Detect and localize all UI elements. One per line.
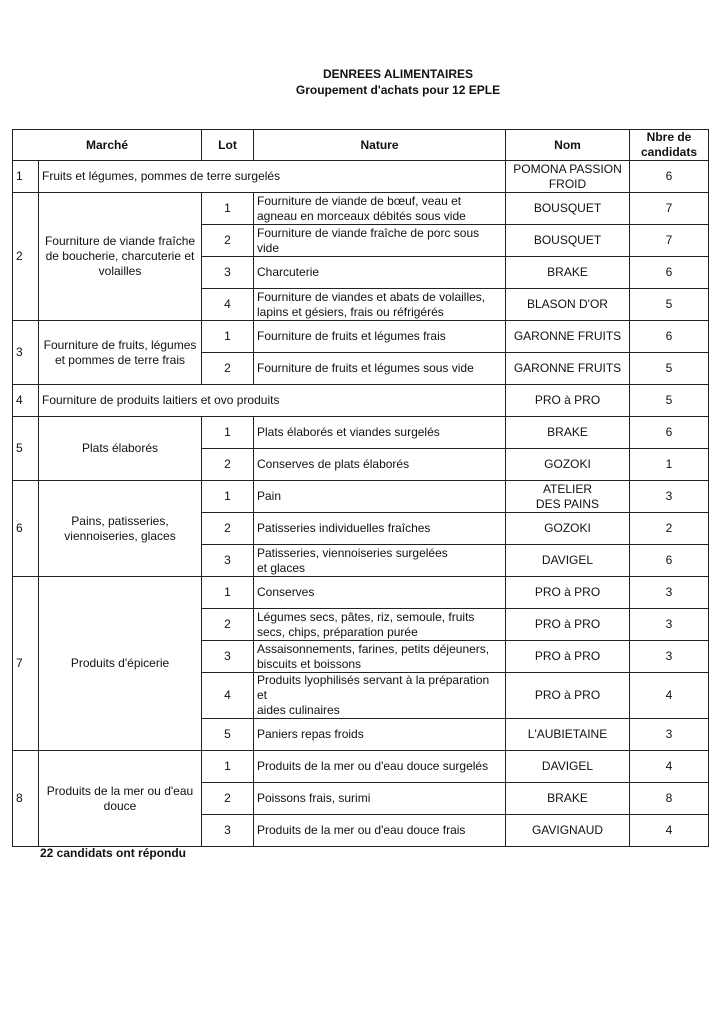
candidates-summary: 22 candidats ont répondu — [40, 846, 187, 860]
supplier-name: BOUSQUET — [506, 225, 630, 257]
results-table — [12, 129, 709, 847]
lot-nature-line2: lapins et gésiers, frais ou réfrigérés — [257, 304, 444, 319]
lot-nature-line1: Fourniture de viandes et abats de volailles, — [257, 289, 486, 304]
supplier-name: PRO à PRO — [506, 577, 630, 609]
supplier-name: BRAKE — [506, 783, 630, 815]
lot-number: 2 — [202, 449, 254, 481]
lot-number: 2 — [202, 513, 254, 545]
lot-nature-line1: Patisseries, viennoiseries surgelées — [257, 545, 448, 560]
lot-number: 1 — [202, 193, 254, 225]
market-number: 2 — [13, 193, 39, 321]
market-number: 4 — [13, 385, 39, 417]
lot-nature-line2: secs, chips, préparation purée — [257, 624, 418, 639]
supplier-name-line2: DES PAINS — [535, 496, 600, 511]
lot-nature: Conserves — [254, 577, 506, 609]
lot-number: 1 — [202, 321, 254, 353]
lot-number: 3 — [202, 641, 254, 673]
candidate-count: 1 — [630, 449, 709, 481]
lot-number: 3 — [202, 545, 254, 577]
market-number: 8 — [13, 751, 39, 847]
lot-nature: Fourniture de fruits et légumes frais — [254, 321, 506, 353]
market-label-line1: Fourniture de fruits, légumes — [43, 337, 197, 352]
candidate-count: 3 — [630, 641, 709, 673]
market-number: 3 — [13, 321, 39, 385]
header-row — [13, 130, 709, 161]
lot-number: 1 — [202, 417, 254, 449]
col-header-marche: Marché — [13, 130, 202, 161]
supplier-name: BRAKE — [506, 417, 630, 449]
market-number: 5 — [13, 417, 39, 481]
candidate-count: 5 — [630, 289, 709, 321]
table-row — [13, 481, 709, 513]
lot-nature: Fourniture de fruits et légumes sous vide — [254, 353, 506, 385]
market-label-line3: volailles — [98, 264, 142, 278]
supplier-name: PRO à PRO — [506, 641, 630, 673]
lot-nature-line2: agneau en morceaux débités sous vide — [257, 208, 466, 223]
lot-nature: Pain — [254, 481, 506, 513]
supplier-name: BLASON D'OR — [506, 289, 630, 321]
supplier-name: DAVIGEL — [506, 751, 630, 783]
candidate-count: 5 — [630, 385, 709, 417]
supplier-name: GARONNE FRUITS — [506, 353, 630, 385]
candidate-count: 4 — [630, 673, 709, 719]
supplier-name: BOUSQUET — [506, 193, 630, 225]
candidate-count: 3 — [630, 719, 709, 751]
lot-nature: Produits de la mer ou d'eau douce surgelés — [254, 751, 506, 783]
lot-nature — [254, 641, 506, 673]
candidate-count: 3 — [630, 609, 709, 641]
lot-number: 1 — [202, 751, 254, 783]
lot-number: 4 — [202, 673, 254, 719]
lot-nature-line1: Légumes secs, pâtes, riz, semoule, fruits — [257, 609, 475, 624]
lot-nature: Produits de la mer ou d'eau douce frais — [254, 815, 506, 847]
market-label — [39, 481, 202, 577]
supplier-name: GOZOKI — [506, 449, 630, 481]
candidate-count: 6 — [630, 321, 709, 353]
table-row — [13, 577, 709, 609]
candidate-count: 3 — [630, 577, 709, 609]
market-label-line1: Pains, patisseries, — [71, 513, 169, 528]
lot-nature — [254, 545, 506, 577]
market-label — [39, 193, 202, 321]
table-row — [13, 385, 709, 417]
market-number: 6 — [13, 481, 39, 577]
market-label — [39, 321, 202, 385]
market-label-line2: viennoiseries, glaces — [64, 528, 176, 543]
table-row — [13, 321, 709, 353]
supplier-name: BRAKE — [506, 257, 630, 289]
candidate-count: 7 — [630, 225, 709, 257]
lot-nature: Charcuterie — [254, 257, 506, 289]
col-header-nbre — [630, 130, 709, 161]
market-label: Produits d'épicerie — [39, 577, 202, 751]
supplier-name: L'AUBIETAINE — [506, 719, 630, 751]
lot-number: 2 — [202, 225, 254, 257]
col-header-nature: Nature — [254, 130, 506, 161]
market-label — [39, 751, 202, 847]
lot-number: 4 — [202, 289, 254, 321]
supplier-name: PRO à PRO — [506, 385, 630, 417]
lot-number: 1 — [202, 577, 254, 609]
candidate-count: 6 — [630, 257, 709, 289]
lot-nature: Patisseries individuelles fraîches — [254, 513, 506, 545]
col-header-nom: Nom — [506, 130, 630, 161]
supplier-name: PRO à PRO — [506, 673, 630, 719]
market-label-line2: de boucherie, charcuterie et — [45, 249, 195, 263]
lot-nature: Plats élaborés et viandes surgelés — [254, 417, 506, 449]
supplier-name: DAVIGEL — [506, 545, 630, 577]
lot-number: 2 — [202, 353, 254, 385]
table-row — [13, 751, 709, 783]
candidate-count: 6 — [630, 545, 709, 577]
lot-number: 3 — [202, 815, 254, 847]
col-header-lot: Lot — [202, 130, 254, 161]
lot-number: 5 — [202, 719, 254, 751]
supplier-name — [506, 161, 630, 193]
candidate-count: 8 — [630, 783, 709, 815]
col-header-nbre-line1: Nbre de — [646, 130, 692, 144]
lot-number: 2 — [202, 783, 254, 815]
table-row — [13, 417, 709, 449]
candidate-count: 5 — [630, 353, 709, 385]
lot-nature-line2: biscuits et boissons — [257, 656, 362, 671]
supplier-name-line1: ATELIER — [542, 481, 593, 496]
lot-nature — [254, 673, 506, 719]
candidate-count: 2 — [630, 513, 709, 545]
candidate-count: 3 — [630, 481, 709, 513]
supplier-name: PRO à PRO — [506, 609, 630, 641]
candidate-count: 6 — [630, 161, 709, 193]
candidate-count: 4 — [630, 751, 709, 783]
market-label: Fourniture de produits laitiers et ovo produits — [39, 385, 506, 417]
supplier-name: GARONNE FRUITS — [506, 321, 630, 353]
lot-nature-line2: vide — [257, 240, 280, 255]
market-label-line1: Fourniture de viande fraîche — [44, 234, 196, 248]
market-label: Fruits et légumes, pommes de terre surgelés — [39, 161, 506, 193]
market-label-line2: et pommes de terre frais — [54, 352, 186, 367]
lot-nature — [254, 225, 506, 257]
lot-nature-line1: Produits lyophilisés servant à la préparation et — [257, 673, 490, 702]
lot-number: 3 — [202, 257, 254, 289]
supplier-name-line1: POMONA PASSION — [513, 161, 622, 176]
candidate-count: 7 — [630, 193, 709, 225]
supplier-name-line2: FROID — [548, 176, 587, 191]
lot-nature-line2: et glaces — [257, 560, 306, 575]
lot-nature-line1: Fourniture de viande fraîche de porc sous — [257, 225, 480, 240]
candidate-count: 6 — [630, 417, 709, 449]
market-label-line1: Produits de la mer ou d'eau — [46, 783, 194, 798]
lot-number: 1 — [202, 481, 254, 513]
lot-nature-line1: Assaisonnements, farines, petits déjeuners, — [257, 641, 490, 656]
document-title-block — [0, 66, 724, 98]
table-row — [13, 161, 709, 193]
market-number: 7 — [13, 577, 39, 751]
market-label: Plats élaborés — [39, 417, 202, 481]
lot-nature — [254, 193, 506, 225]
lot-nature — [254, 289, 506, 321]
lot-nature: Paniers repas froids — [254, 719, 506, 751]
lot-nature-line2: aides culinaires — [257, 703, 340, 717]
lot-nature — [254, 609, 506, 641]
supplier-name: GAVIGNAUD — [506, 815, 630, 847]
lot-number: 2 — [202, 609, 254, 641]
supplier-name — [506, 481, 630, 513]
supplier-name: GOZOKI — [506, 513, 630, 545]
lot-nature: Poissons frais, surimi — [254, 783, 506, 815]
lot-nature-line1: Fourniture de viande de bœuf, veau et — [257, 193, 462, 208]
market-label-line2: douce — [103, 798, 137, 813]
candidate-count: 4 — [630, 815, 709, 847]
table-row — [13, 193, 709, 225]
document-subtitle: Groupement d'achats pour 12 EPLE — [295, 83, 501, 97]
lot-nature: Conserves de plats élaborés — [254, 449, 506, 481]
col-header-nbre-line2: candidats — [640, 145, 697, 159]
document-title: DENREES ALIMENTAIRES — [322, 67, 473, 81]
market-number: 1 — [13, 161, 39, 193]
